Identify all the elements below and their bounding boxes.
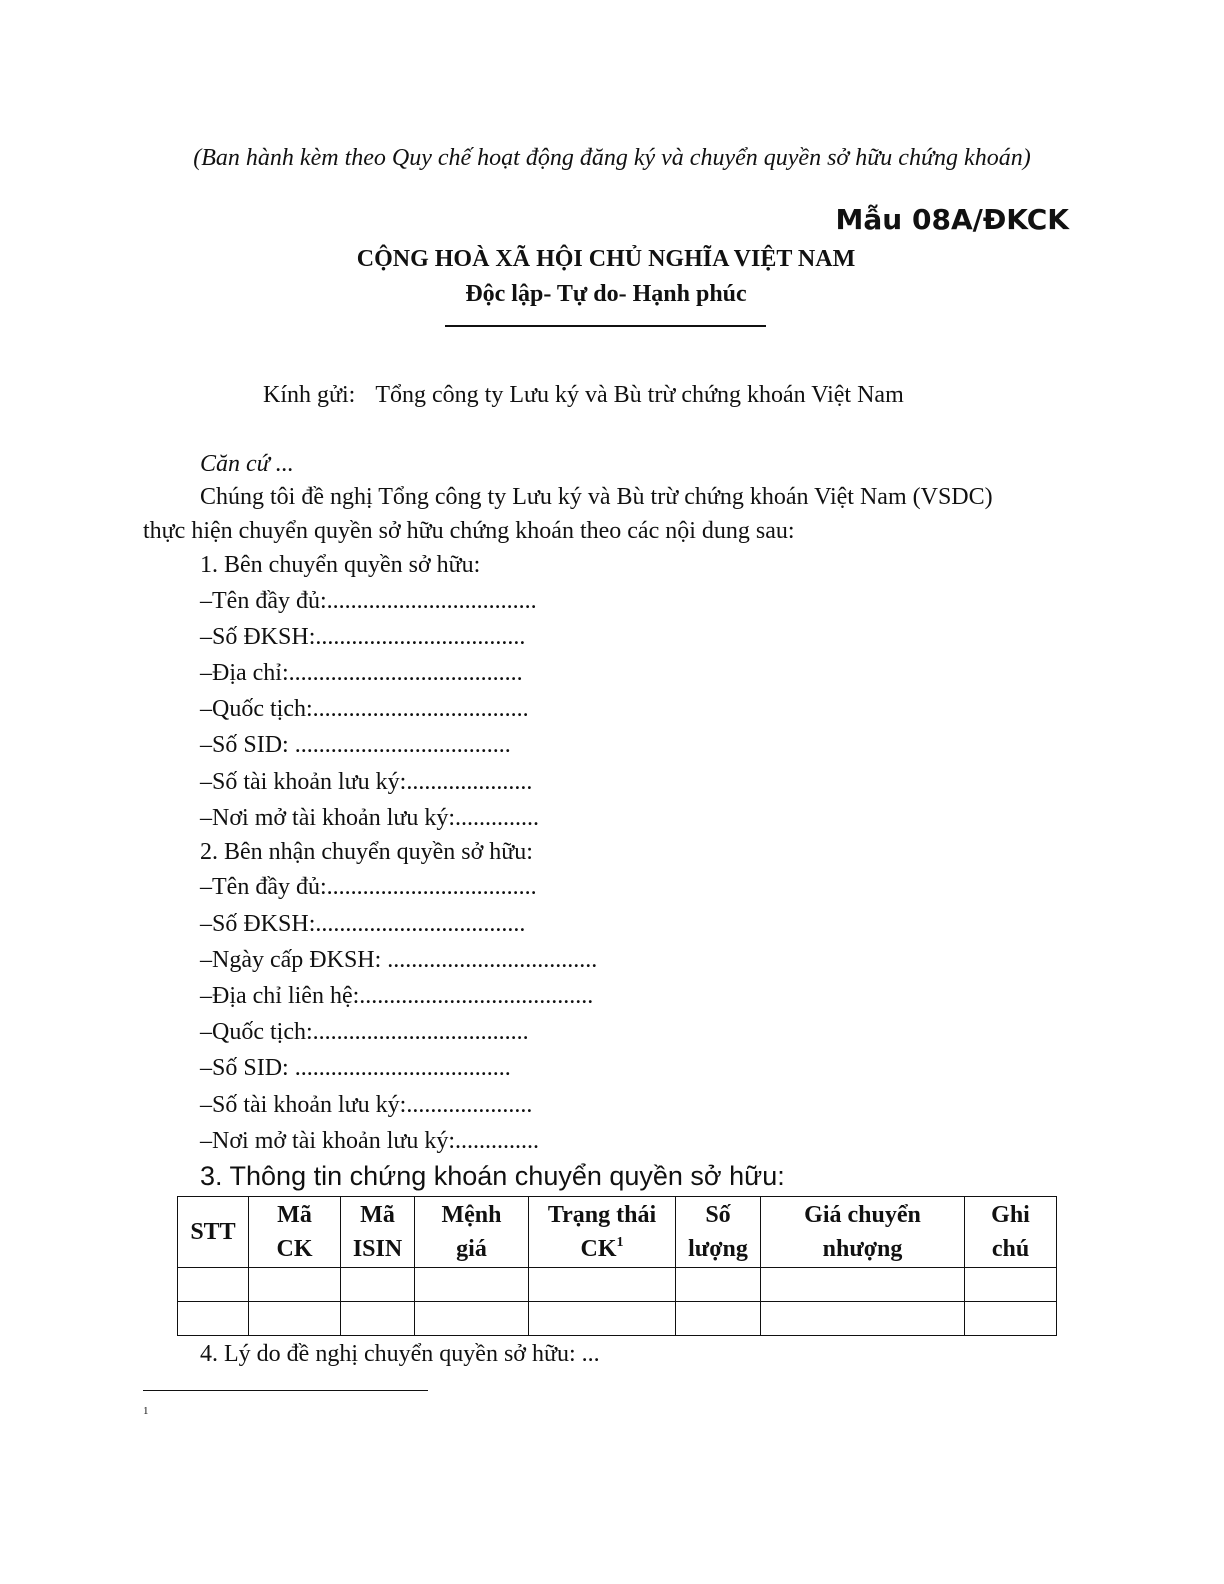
transferee-nationality-field: –Quốc tịch:.................................... [200, 1019, 529, 1045]
table-cell [676, 1268, 761, 1302]
table-cell [761, 1302, 965, 1336]
column-header-label: lượng [688, 1236, 748, 1262]
transferor-account-opening-place-field: –Nơi mở tài khoản lưu ký:.............. [200, 805, 540, 831]
column-header-label: CK [580, 1236, 617, 1262]
table-cell [529, 1302, 676, 1336]
transferor-sid-field: –Số SID: .................................... [200, 732, 511, 758]
column-header-label: Trạng thái [547, 1202, 657, 1228]
column-header-label: chú [991, 1236, 1030, 1262]
transfer-reason: 4. Lý do đề nghị chuyển quyền sở hữu: ... [200, 1341, 600, 1367]
column-header-stt [178, 1197, 249, 1268]
column-header-security-code [249, 1197, 341, 1268]
table-cell [178, 1268, 249, 1302]
column-header-label: Số [705, 1202, 731, 1228]
recipient-name: Tổng công ty Lưu ký và Bù trừ chứng khoán Việt Nam [375, 382, 904, 408]
column-header-security-status [529, 1197, 676, 1268]
table-cell [415, 1302, 529, 1336]
table-cell [249, 1268, 341, 1302]
column-header-label: Mã [360, 1202, 395, 1228]
form-code: Mẫu 08A/ĐKCK [835, 203, 1069, 236]
transferee-depository-account-field: –Số tài khoản lưu ký:..................... [200, 1092, 533, 1118]
table-cell [341, 1268, 415, 1302]
transferor-nationality-field: –Quốc tịch:.................................... [200, 696, 529, 722]
column-header-quantity [676, 1197, 761, 1268]
document-subtitle: (Ban hành kèm theo Quy chế hoạt động đăng ký và chuyển quyền sở hữu chứng khoán) [193, 145, 1031, 171]
table-header-row [178, 1197, 1057, 1268]
table-cell [178, 1302, 249, 1336]
securities-table-heading: 3. Thông tin chứng khoán chuyển quyền sở hữu: [200, 1161, 785, 1191]
column-header-label: Mã [277, 1202, 312, 1228]
transferor-depository-account-field: –Số tài khoản lưu ký:..................... [200, 769, 533, 795]
table-cell [965, 1302, 1057, 1336]
table-cell [676, 1302, 761, 1336]
securities-table [177, 1196, 1057, 1336]
footnote-separator [143, 1390, 428, 1391]
column-header-transfer-price [761, 1197, 965, 1268]
recipient-label: Kính gửi: [263, 382, 356, 408]
column-header-par-value [415, 1197, 529, 1268]
transferee-heading: 2. Bên nhận chuyển quyền sở hữu: [200, 839, 533, 865]
transferor-heading: 1. Bên chuyển quyền sở hữu: [200, 552, 481, 578]
request-text-line-1: Chúng tôi đề nghị Tổng công ty Lưu ký và Bù trừ chứng khoán Việt Nam (VSDC) [200, 484, 993, 510]
transferee-registration-number-field: –Số ĐKSH:................................... [200, 911, 526, 937]
table-cell [341, 1302, 415, 1336]
column-header-label: ISIN [352, 1236, 403, 1262]
transferee-full-name-field: –Tên đầy đủ:................................... [200, 874, 537, 900]
footnote-mark: 1 [143, 1405, 149, 1417]
transferor-full-name-field: –Tên đầy đủ:................................... [200, 588, 537, 614]
column-header-label: Giá chuyển [804, 1202, 921, 1228]
motto-underline [445, 325, 766, 327]
column-header-label: STT [190, 1219, 236, 1245]
transferee-registration-date-field: –Ngày cấp ĐKSH: ................................... [200, 947, 598, 973]
column-header-label: Ghi [991, 1202, 1030, 1228]
table-cell [415, 1268, 529, 1302]
table-cell [761, 1268, 965, 1302]
transferee-contact-address-field: –Địa chỉ liên hệ:....................................... [200, 983, 594, 1009]
transferee-account-opening-place-field: –Nơi mở tài khoản lưu ký:.............. [200, 1128, 540, 1154]
table-row [178, 1302, 1057, 1336]
column-header-note [965, 1197, 1057, 1268]
table-row [178, 1268, 1057, 1302]
request-text-line-2: thực hiện chuyển quyền sở hữu chứng khoán theo các nội dung sau: [143, 518, 795, 544]
column-header-label: giá [456, 1236, 487, 1262]
basis-text: Căn cứ ... [200, 451, 294, 477]
nation-title: CỘNG HOÀ XÃ HỘI CHỦ NGHĨA VIỆT NAM [356, 246, 856, 272]
transferor-registration-number-field: –Số ĐKSH:................................... [200, 624, 526, 650]
transferor-address-field: –Địa chỉ:....................................... [200, 660, 523, 686]
column-header-label: nhượng [822, 1236, 903, 1262]
recipient-line [263, 380, 904, 410]
column-header-label: Mệnh [441, 1202, 502, 1228]
footnote-reference: 1 [616, 1235, 624, 1250]
transferee-sid-field: –Số SID: .................................... [200, 1055, 511, 1081]
column-header-isin [341, 1197, 415, 1268]
national-motto: Độc lập- Tự do- Hạnh phúc [465, 281, 747, 307]
column-header-label: CK [276, 1236, 313, 1262]
table-cell [965, 1268, 1057, 1302]
table-cell [249, 1302, 341, 1336]
table-cell [529, 1268, 676, 1302]
